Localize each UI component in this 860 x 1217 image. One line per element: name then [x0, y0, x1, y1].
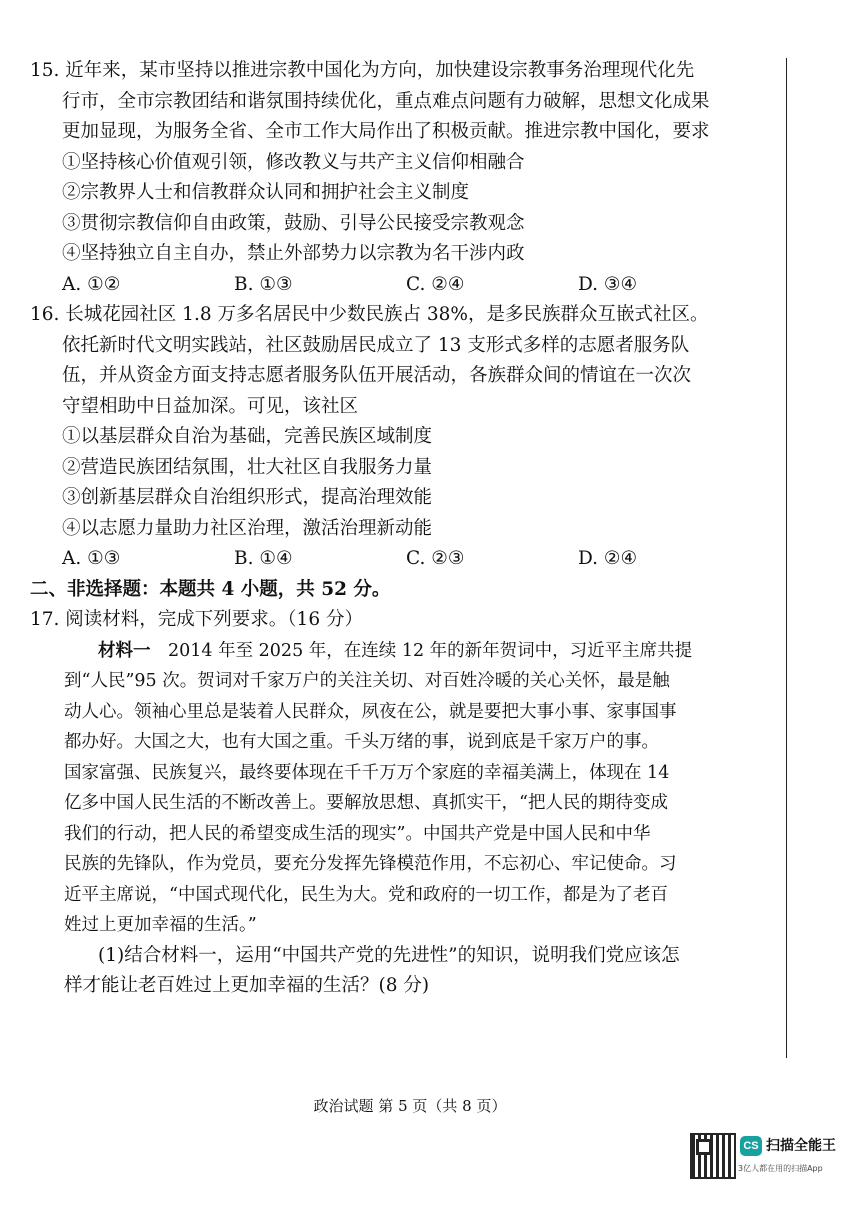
- q17-material-line: 国家富强、民族复兴，最终要体现在千千万万个家庭的幸福美满上，体现在 14: [64, 762, 670, 783]
- q16-options: [30, 544, 750, 575]
- q16-item: ①以基层群众自治为基础，完善民族区域制度: [62, 426, 433, 447]
- q15-stem-line: 15. 近年来，某市坚持以推进宗教中国化为方向，加快建设宗教事务治理现代化先: [30, 60, 695, 81]
- material-label: 材料一: [98, 640, 151, 661]
- question-16: [30, 300, 750, 575]
- q17-material-line: 都办好。大国之大，也有大国之重。千头万绪的事，说到底是千家万户的事。: [64, 732, 659, 752]
- q16-option-d: D. ②④: [578, 548, 638, 569]
- camscanner-logo-icon: CS: [740, 1136, 762, 1156]
- q17-material-line: 近平主席说，“中国式现代化，民生为大。党和政府的一切工作，都是为了老百: [64, 884, 668, 905]
- q15-options: [30, 270, 750, 301]
- q16-stem-line: 16. 长城花园社区 1.8 万多名居民中少数民族占 38%，是多民族群众互嵌式社区。: [30, 304, 709, 325]
- q17-material-line: 我们的行动，把人民的希望变成生活的现实”。中国共产党是中国人民和中华: [64, 823, 651, 844]
- q16-stem-line: 守望相助中日益加深。可见，该社区: [62, 395, 359, 417]
- q16-stem-line: 依托新时代文明实践站，社区鼓励居民成立了 13 支形式多样的志愿者服务队: [62, 334, 690, 356]
- q17-material-line: [30, 636, 750, 667]
- q16-item: ②营造民族团结氛围，壮大社区自我服务力量: [62, 456, 433, 478]
- q16-item: ③创新基层群众自治组织形式，提高治理效能: [62, 487, 433, 508]
- q15-option-b: B. ①③: [234, 273, 293, 295]
- q15-option-d: D. ③④: [578, 273, 638, 295]
- q15-item: ②宗教界人士和信教群众认同和拥护社会主义制度: [62, 182, 470, 203]
- margin-rule: [786, 58, 787, 1058]
- page-footer: 政治试题 第 5 页（共 8 页）: [313, 1097, 507, 1115]
- qr-code-icon: [690, 1133, 736, 1179]
- question-17: [30, 605, 750, 1002]
- q17-header: 17. 阅读材料，完成下列要求。（16 分）: [30, 609, 363, 630]
- q15-stem-line: 行市，全市宗教团结和谐氛围持续优化，重点难点问题有力破解，思想文化成果: [62, 90, 710, 112]
- q15-stem-line: 更加显现，为服务全省、全市工作大局作出了积极贡献。推进宗教中国化，要求: [62, 121, 710, 142]
- scanner-app-name: 扫描全能王: [766, 1138, 836, 1154]
- q17-subquestion-1: (1)结合材料一，运用“中国共产党的先进性”的知识，说明我们党应该怎: [98, 944, 680, 966]
- material-text: 2014 年至 2025 年，在连续 12 年的新年贺词中，习近平主席共提: [168, 640, 693, 661]
- q15-option-a: A. ①②: [62, 273, 121, 295]
- q15-item: ④坚持独立自主自办，禁止外部势力以宗教为名干涉内政: [62, 243, 525, 264]
- q17-material-line: 姓过上更加幸福的生活。”: [64, 915, 257, 935]
- q17-material-line: 民族的先锋队，作为党员，要充分发挥先锋模范作用，不忘初心、牢记使命。习: [64, 854, 677, 874]
- q17-material-line: 到“人民”95 次。贺词对千家万户的关注关切、对百姓冷暖的关心关怀，最是触: [64, 671, 670, 691]
- q16-option-c: C. ②③: [406, 548, 465, 569]
- scanner-tagline: 3亿人都在用的扫描App: [738, 1164, 823, 1173]
- q15-item: ①坚持核心价值观引领，修改教义与共产主义信仰相融合: [62, 151, 525, 173]
- question-15: [30, 56, 750, 300]
- q16-option-a: A. ①③: [62, 548, 121, 569]
- q16-item: ④以志愿力量助力社区治理，激活治理新动能: [62, 517, 433, 539]
- section-heading: 二、非选择题：本题共 4 小题，共 52 分。: [30, 578, 391, 600]
- q17-material-line: 动人心。领袖心里总是装着人民群众，夙夜在公，就是要把大事小事、家事国事: [64, 701, 677, 722]
- q15-item: ③贯彻宗教信仰自由政策，鼓励、引导公民接受宗教观念: [62, 212, 525, 234]
- q17-subquestion-1: 样才能让老百姓过上更加幸福的生活？(8 分): [64, 975, 430, 996]
- q16-stem-line: 伍，并从资金方面支持志愿者服务队伍开展活动，各族群众间的情谊在一次次: [62, 365, 692, 386]
- page-content: [30, 56, 750, 1002]
- q15-option-c: C. ②④: [406, 273, 465, 295]
- q17-material-line: 亿多中国人民生活的不断改善上。要解放思想、真抓实干，“把人民的期待变成: [64, 793, 668, 813]
- q16-option-b: B. ①④: [234, 548, 293, 569]
